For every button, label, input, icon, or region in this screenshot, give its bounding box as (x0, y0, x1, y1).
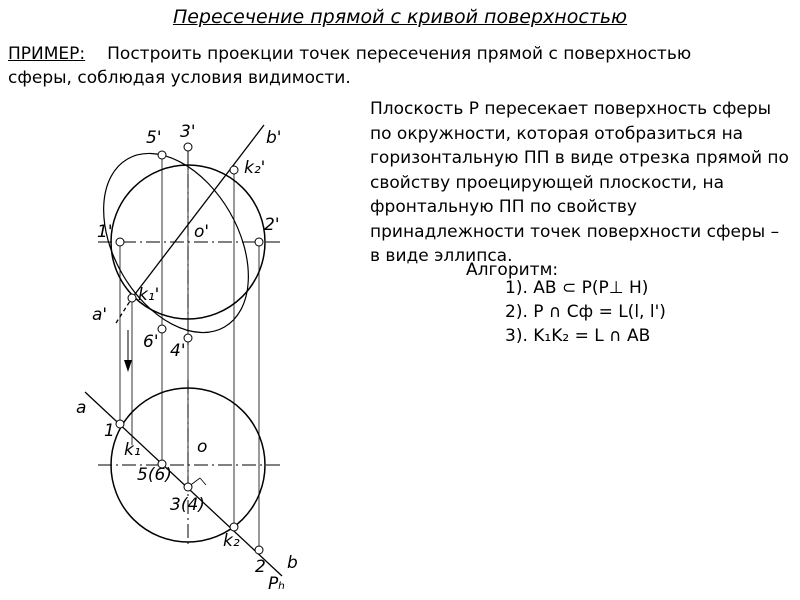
label-2f: 2' (264, 215, 280, 235)
label-4f: 4' (170, 341, 186, 361)
label-a: a (76, 398, 87, 418)
point-3f (184, 143, 192, 151)
label-k2: k₂ (223, 531, 240, 551)
line-ab-horizontal (85, 392, 282, 576)
label-k2f: k₂' (244, 158, 266, 178)
point-5f (158, 151, 166, 159)
right-angle-mark-2 (200, 478, 206, 485)
point-34h (184, 483, 192, 491)
label-5f: 5' (146, 128, 162, 148)
point-1f (116, 238, 124, 246)
label-bf: b' (266, 128, 282, 148)
label-b: b (287, 553, 298, 573)
label-1: 1 (104, 421, 115, 441)
label-of: o' (194, 222, 210, 242)
label-o: o (197, 437, 208, 457)
point-2h (255, 546, 263, 554)
line-ab-frontal (132, 125, 264, 298)
label-56: 5(6) (137, 465, 172, 485)
algorithm-step-3: 3). K₁K₂ = L ∩ AB (505, 326, 651, 346)
point-k2h (230, 523, 238, 531)
example-label: ПРИМЕР: (8, 44, 86, 64)
label-34: 3(4) (170, 495, 205, 515)
description-text: Плоскость P пересекает поверхность сферы по окружности, которая отобразиться на горизонтальную ПП в виде отрезка прямой по свойству проецирующей плоскости, на фронтальную ПП по свойству принадлежности точек поверхности сферы – в виде эллипса. (370, 99, 789, 266)
label-3f: 3' (180, 122, 196, 142)
page-title: Пересечение прямой с кривой поверхностью (172, 6, 628, 28)
algorithm-step-1: 1). AB ⊂ P(P⊥ H) (505, 278, 649, 298)
label-2: 2 (255, 557, 266, 577)
point-2f (255, 238, 263, 246)
label-1f: 1' (97, 222, 113, 242)
label-k1f: k₁' (138, 285, 160, 305)
example-text: Построить проекции точек пересечения прямой с поверхностью сферы, соблюдая условия видимости. (8, 44, 692, 88)
label-ph: Pₕ (268, 574, 286, 594)
label-6f: 6' (143, 332, 159, 352)
algorithm-heading: Алгоритм: (466, 260, 559, 280)
arrow-head-icon (124, 360, 132, 372)
point-1h (116, 420, 124, 428)
label-af: a' (92, 305, 108, 325)
point-k2f (230, 166, 238, 174)
point-6f (158, 325, 166, 333)
algorithm-step-2: 2). P ∩ Cф = L(l, l') (505, 302, 666, 322)
label-k1: k₁ (124, 440, 141, 460)
point-k1f (128, 294, 136, 302)
